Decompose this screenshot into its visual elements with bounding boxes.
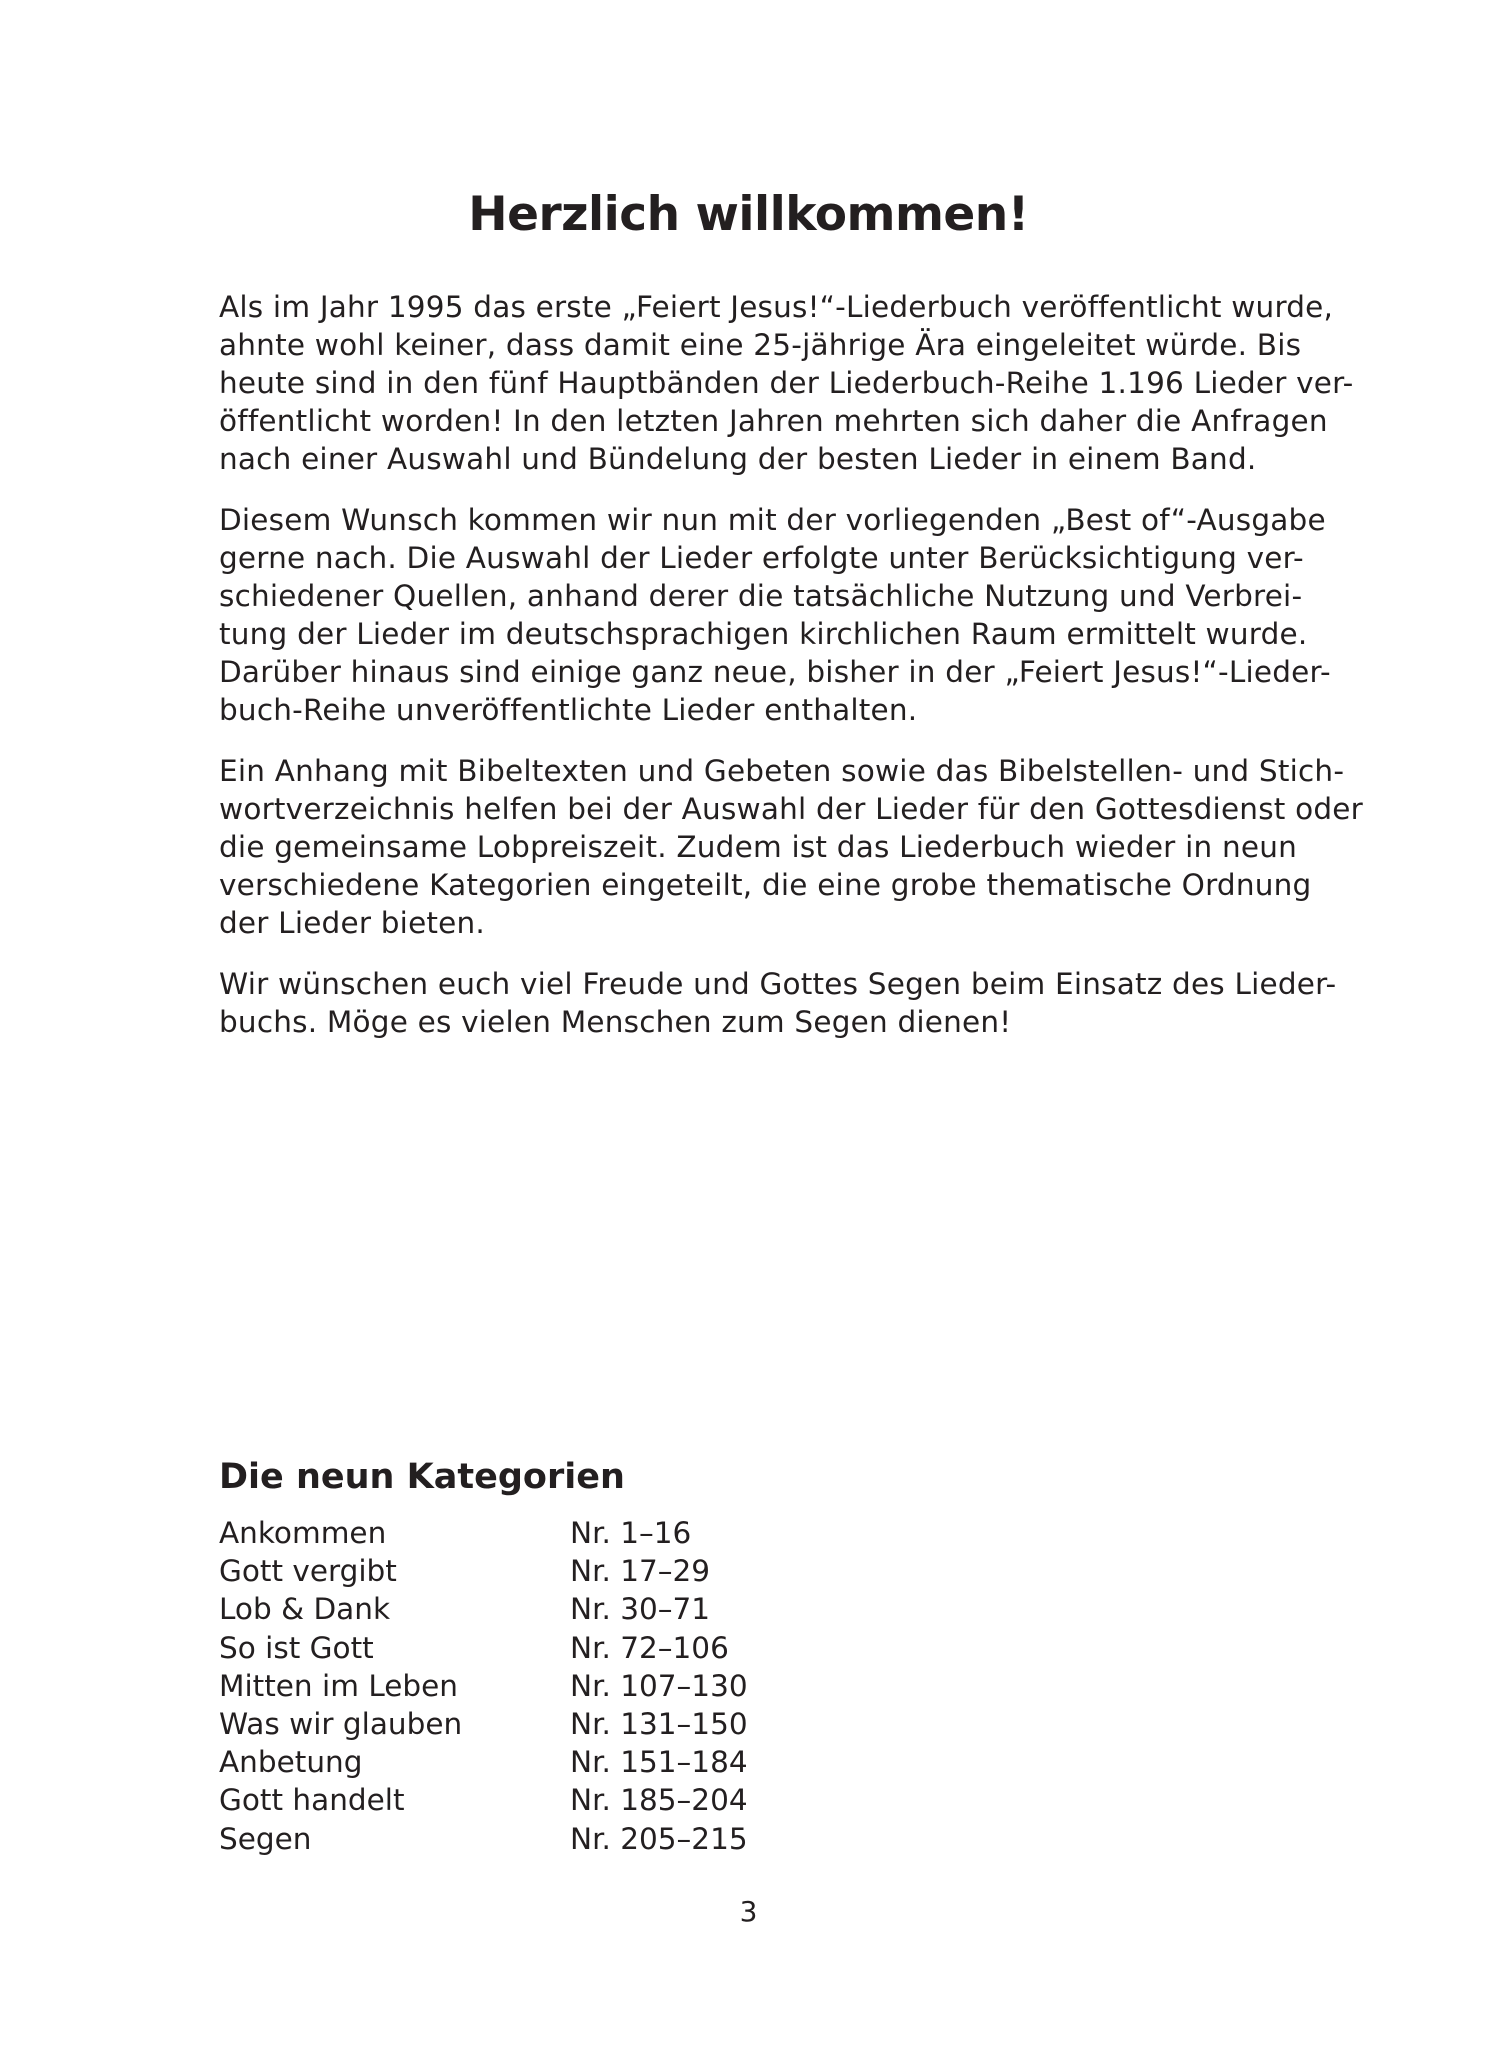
welcome-text — [219, 288, 1363, 1064]
text-line: der Lieder bieten. — [219, 906, 486, 940]
category-row — [219, 1820, 919, 1858]
paragraph-4 — [219, 965, 1337, 1041]
category-row — [219, 1629, 919, 1667]
text-line: verschiedene Kategorien eingeteilt, die eine grobe thematische Ordnung — [219, 868, 1312, 902]
category-name: Anbetung — [219, 1745, 363, 1780]
paragraph-1 — [219, 288, 1354, 478]
category-range: Nr. 131–150 — [570, 1706, 748, 1741]
text-line: Diesem Wunsch kommen wir nun mit der vorliegenden „Best of“-Ausgabe — [219, 503, 1326, 537]
text-line: Darüber hinaus sind einige ganz neue, bisher in der „Feiert Jesus!“-Lieder- — [219, 655, 1331, 689]
category-range: Nr. 17–29 — [570, 1554, 711, 1589]
paragraph-2 — [219, 501, 1331, 729]
text-line: tung der Lieder im deutschsprachigen kirchlichen Raum ermittelt wurde. — [219, 617, 1308, 651]
category-row — [219, 1781, 919, 1819]
category-row — [219, 1667, 919, 1705]
category-name: Segen — [219, 1821, 312, 1856]
category-name: Gott vergibt — [219, 1554, 397, 1589]
paragraph-3 — [219, 752, 1363, 942]
category-range: Nr. 1–16 — [570, 1516, 692, 1550]
text-line: Ein Anhang mit Bibeltexten und Gebeten sowie das Bibelstellen- und Stich- — [219, 754, 1345, 788]
category-range: Nr. 205–215 — [570, 1821, 748, 1856]
text-line: Wir wünschen euch viel Freude und Gottes Segen beim Einsatz des Lieder- — [219, 967, 1337, 1001]
text-line: heute sind in den fünf Hauptbänden der Liederbuch-Reihe 1.196 Lieder ver- — [219, 366, 1354, 400]
category-range: Nr. 107–130 — [570, 1668, 748, 1703]
category-range: Nr. 72–106 — [570, 1630, 729, 1665]
category-name: Ankommen — [219, 1516, 387, 1550]
category-name: Gott handelt — [219, 1783, 405, 1818]
text-line: ahnte wohl keiner, dass damit eine 25-jährige Ära eingeleitet würde. Bis — [219, 328, 1302, 362]
text-line: die gemeinsame Lobpreiszeit. Zudem ist das Liederbuch wieder in neun — [219, 830, 1297, 864]
page-number: 3 — [739, 1895, 758, 1928]
category-name: Lob & Dank — [219, 1592, 391, 1627]
text-line: gerne nach. Die Auswahl der Lieder erfolgte unter Berücksichtigung ver- — [219, 541, 1304, 575]
category-range: Nr. 151–184 — [570, 1745, 748, 1780]
text-line: wortverzeichnis helfen bei der Auswahl der Lieder für den Gottesdienst oder — [219, 792, 1363, 826]
category-name: Was wir glauben — [219, 1706, 463, 1741]
category-row — [219, 1705, 919, 1743]
text-line: Als im Jahr 1995 das erste „Feiert Jesus!“-Liederbuch veröffentlicht wurde, — [219, 290, 1334, 324]
category-range: Nr. 30–71 — [570, 1592, 711, 1627]
category-range: Nr. 185–204 — [570, 1783, 748, 1818]
categories-heading: Die neun Kategorien — [219, 1457, 625, 1497]
category-row — [219, 1552, 919, 1590]
category-row — [219, 1743, 919, 1781]
categories-list — [219, 1514, 919, 1858]
page-title: Herzlich willkommen! — [468, 187, 1029, 242]
text-line: nach einer Auswahl und Bündelung der besten Lieder in einem Band. — [219, 442, 1257, 476]
category-row — [219, 1514, 919, 1552]
text-line: öffentlicht worden! In den letzten Jahren mehrten sich daher die Anfragen — [219, 404, 1328, 438]
text-line: schiedener Quellen, anhand derer die tatsächliche Nutzung und Verbrei- — [219, 579, 1303, 613]
text-line: buchs. Möge es vielen Menschen zum Segen dienen! — [219, 1005, 1012, 1039]
category-name: Mitten im Leben — [219, 1668, 458, 1703]
category-row — [219, 1590, 919, 1628]
category-name: So ist Gott — [219, 1630, 374, 1665]
text-line: buch-Reihe unveröffentlichte Lieder enthalten. — [219, 693, 918, 727]
